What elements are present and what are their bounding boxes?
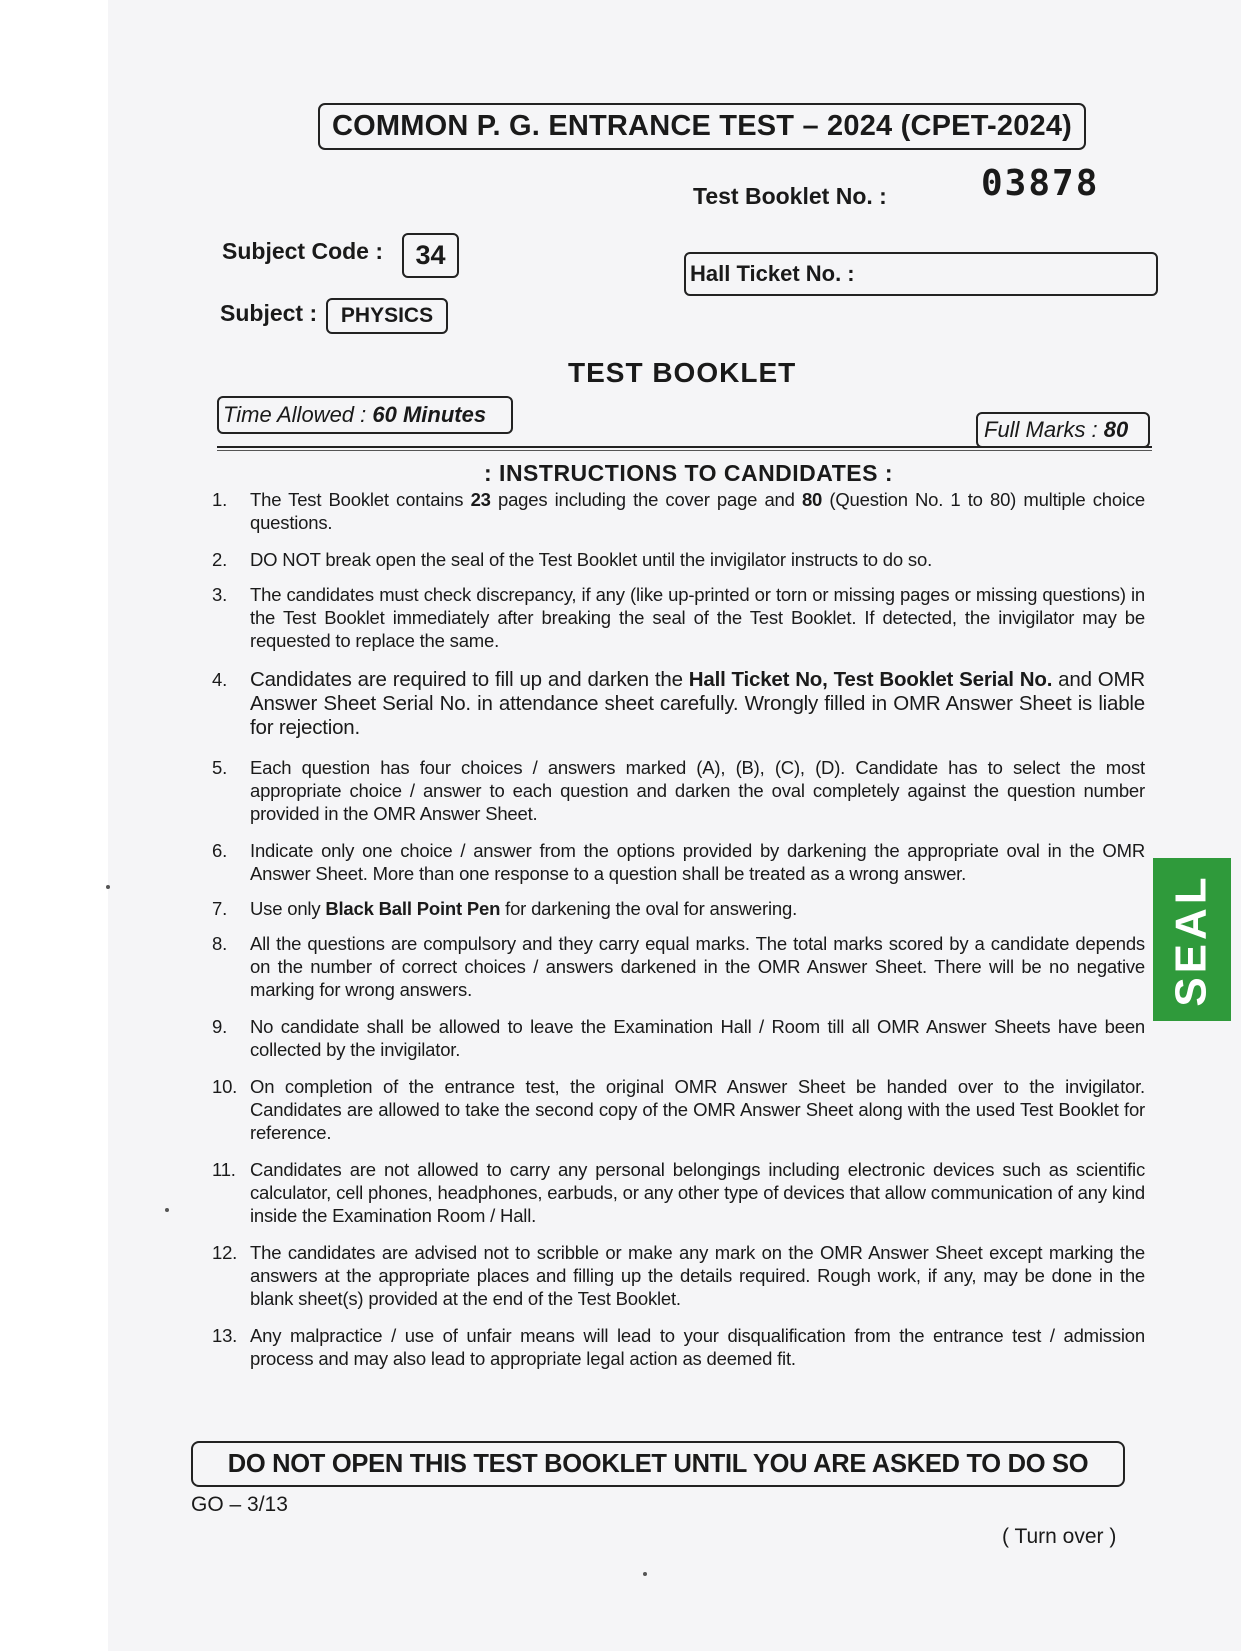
subject-label: Subject :	[220, 300, 318, 326]
instruction-item	[200, 668, 1145, 740]
instruction-number: 6.	[212, 840, 228, 861]
instruction-text: The Test Booklet contains 23 pages including the cover page and 80 (Question No. 1 to 80) multiple choice questions.	[250, 489, 1146, 533]
instruction-item	[200, 1241, 1145, 1310]
instruction-text: The candidates must check discrepancy, if any (like up-printed or torn or missing pages or missing questions) in the Test Booklet immediately after breaking the seal of the Test Booklet. If detected, the invigilator may be requested to replace the same.	[250, 584, 1145, 651]
instruction-number: 3.	[212, 584, 228, 605]
hall-ticket-field[interactable]	[684, 252, 1158, 296]
instruction-number: 11.	[212, 1159, 236, 1180]
instruction-text: Each question has four choices / answers marked (A), (B), (C), (D). Candidate has to select the most appropriate choice / answer to each question and darken the oval completely against the question number provided in the OMR Answer Sheet.	[250, 757, 1145, 824]
instruction-number: 4.	[212, 669, 228, 690]
full-marks-box	[976, 412, 1150, 448]
turn-over-label: ( Turn over )	[1002, 1525, 1117, 1548]
time-allowed-box	[217, 396, 513, 434]
instruction-item	[200, 839, 1145, 885]
instruction-text: Candidates are not allowed to carry any personal belongings including electronic devices such as scientific calculator, cell phones, headphones, earbuds, or any other type of devices that allow communication of any kind inside the Examination Room / Hall.	[250, 1159, 1145, 1226]
instruction-number: 1.	[212, 489, 228, 510]
instruction-text: Candidates are required to fill up and darken the Hall Ticket No, Test Booklet Serial No. and OMR Answer Sheet Serial No. in attendance sheet carefully. Wrongly filled in OMR Answer Sheet is liable for rejection.	[250, 668, 1145, 739]
subject-value: PHYSICS	[326, 298, 448, 334]
speck-mark	[643, 1572, 647, 1576]
do-not-open-warning: DO NOT OPEN THIS TEST BOOKLET UNTIL YOU ARE ASKED TO DO SO	[191, 1441, 1125, 1487]
instruction-text: Any malpractice / use of unfair means will lead to your disqualification from the entrance test / admission process and may also lead to appropriate legal action as deemed fit.	[250, 1325, 1145, 1369]
footer-code: GO – 3/13	[191, 1493, 288, 1516]
speck-mark	[165, 1208, 169, 1212]
test-booklet-no-label: Test Booklet No. :	[693, 183, 887, 209]
instruction-item	[200, 548, 1145, 571]
divider-line	[217, 446, 1152, 448]
instruction-number: 7.	[212, 898, 228, 919]
divider-line-thin	[217, 450, 1152, 451]
instruction-text: Use only Black Ball Point Pen for darkening the oval for answering.	[250, 898, 798, 919]
subject-code-label: Subject Code :	[222, 238, 384, 264]
subject-code-value: 34	[402, 233, 459, 278]
instruction-number: 9.	[212, 1016, 228, 1037]
time-allowed-label: Time Allowed :	[223, 402, 373, 427]
instruction-text: No candidate shall be allowed to leave the Examination Hall / Room till all OMR Answer Sheets have been collected by the invigilator.	[250, 1016, 1145, 1060]
hall-ticket-label: Hall Ticket No. :	[690, 261, 855, 286]
instruction-number: 8.	[212, 933, 228, 954]
test-booklet-number: 03878	[981, 163, 1100, 204]
full-marks-value: 80	[1103, 417, 1129, 442]
instruction-number: 10.	[212, 1076, 238, 1097]
exam-title: COMMON P. G. ENTRANCE TEST – 2024 (CPET-2024)	[318, 103, 1086, 150]
instruction-number: 5.	[212, 757, 228, 778]
instruction-number: 12.	[212, 1242, 238, 1263]
instruction-text: DO NOT break open the seal of the Test Booklet until the invigilator instructs to do so.	[250, 549, 933, 570]
instruction-text: On completion of the entrance test, the original OMR Answer Sheet be handed over to the invigilator. Candidates are allowed to take the second copy of the OMR Answer Sheet along with the used Test Booklet for reference.	[250, 1076, 1145, 1143]
instruction-item	[200, 897, 1145, 920]
instruction-item	[200, 1158, 1145, 1227]
instruction-item	[200, 932, 1145, 1001]
instruction-item	[200, 756, 1145, 825]
instruction-number: 13.	[212, 1325, 238, 1346]
booklet-heading: TEST BOOKLET	[568, 357, 797, 388]
instruction-item	[200, 583, 1145, 652]
instructions-heading: : INSTRUCTIONS TO CANDIDATES :	[484, 460, 893, 486]
instruction-item	[200, 488, 1145, 534]
seal-label: SEAL	[1167, 872, 1217, 1007]
instructions-list	[200, 488, 1145, 1370]
time-allowed-value: 60 Minutes	[372, 402, 487, 427]
speck-mark	[106, 885, 110, 889]
instruction-text: All the questions are compulsory and they carry equal marks. The total marks scored by a candidate depends on the number of correct choices / answers darkened in the OMR Answer Sheet. There will be no negative marking for wrong answers.	[250, 933, 1145, 1000]
instruction-text: Indicate only one choice / answer from the options provided by darkening the appropriate oval in the OMR Answer Sheet. More than one response to a question shall be treated as a wrong answer.	[250, 840, 1145, 884]
instruction-item	[200, 1015, 1145, 1061]
instruction-item	[200, 1075, 1145, 1144]
full-marks-label: Full Marks :	[984, 417, 1104, 442]
instruction-text: The candidates are advised not to scribble or make any mark on the OMR Answer Sheet except marking the answers at the appropriate places and filling up the details required. Rough work, if any, may be done in the blank sheet(s) provided at the end of the Test Booklet.	[250, 1242, 1145, 1309]
instruction-item	[200, 1324, 1145, 1370]
seal-tab[interactable]	[1153, 858, 1231, 1021]
instruction-number: 2.	[212, 549, 228, 570]
